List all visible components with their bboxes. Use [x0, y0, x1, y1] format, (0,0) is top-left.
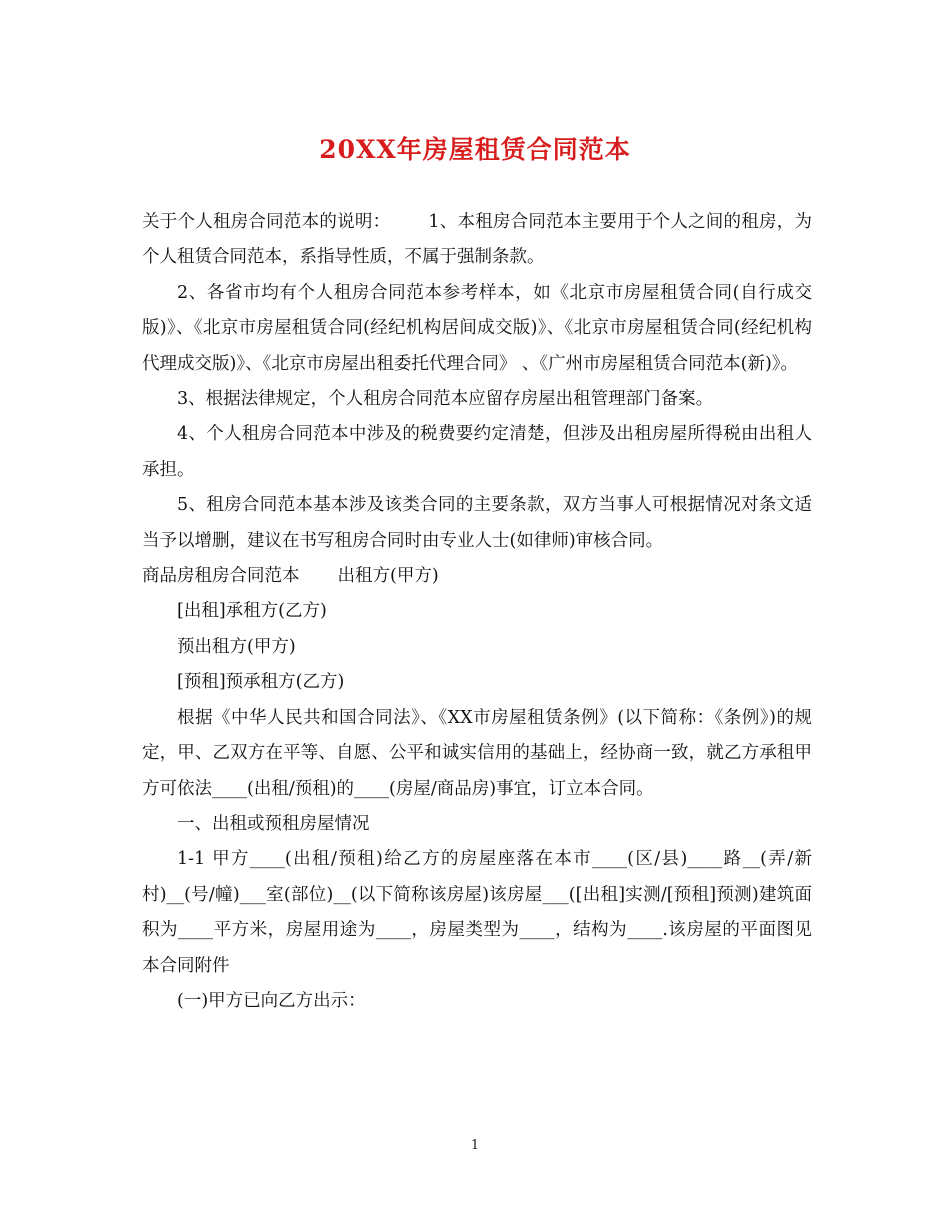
paragraph-item-4: 4、个人租房合同范本中涉及的税费要约定清楚，但涉及出租房屋所得税由出租人承担。	[142, 424, 812, 480]
paragraph-item-3: 3、根据法律规定，个人租房合同范本应留存房屋出租管理部门备案。	[177, 389, 714, 410]
document-body	[142, 205, 812, 1019]
clause-1-1: 1-1 甲方____(出租/预租)给乙方的房屋座落在本市____(区/县)____路__(弄/新村)__(号/幢)___室(部位)__(以下简称该房屋)该房屋___([出租]实测/[预租]预测)建筑面积为____平方米，房屋用途为____，房屋类型为____，结构为____.该房屋的平面图见本合同附件	[142, 849, 812, 976]
party-b-pre: [预租]预承租方(乙方)	[177, 672, 345, 693]
document-title: 20XX年房屋租赁合同范本	[319, 135, 631, 164]
contract-label: 商品房租房合同范本	[142, 566, 300, 587]
paragraph-item-2: 2、各省市均有个人租房合同范本参考样本，如《北京市房屋租赁合同(自行成交版)》、《北京市房屋租赁合同(经纪机构居间成交版)》、《北京市房屋租赁合同(经纪机构代理成交版)》、《北京市房屋出租委托代理合同》 、《广州市房屋租赁合同范本(新)》。	[142, 282, 812, 374]
intro-label: 关于个人租房合同范本的说明：	[142, 212, 391, 232]
party-b: [出租]承租方(乙方)	[177, 601, 327, 622]
contract-parties-line	[142, 559, 812, 594]
paragraph-item-5: 5、租房合同范本基本涉及该类合同的主要条款，双方当事人可根据情况对条文适当予以增删，建议在书写租房合同时由专业人士(如律师)审核合同。	[142, 495, 812, 551]
clause-1-1-a: (一)甲方已向乙方出示：	[177, 990, 366, 1011]
section-1-heading: 一、出租或预租房屋情况	[177, 813, 370, 834]
preamble-paragraph: 根据《中华人民共和国合同法》、《XX市房屋租赁条例》(以下简称：《条例》)的规定，甲、乙双方在平等、自愿、公平和诚实信用的基础上，经协商一致，就乙方承租甲方可依法____(出租/预租)的____(房屋/商品房)事宜，订立本合同。	[142, 707, 812, 799]
intro-item-1: 1、本租房合同范本主要用于个人之间的租房，为个人租赁合同范本，系指导性质，不属于强制条款。	[142, 212, 812, 268]
intro-paragraph	[142, 205, 812, 276]
page-number: 1	[470, 1138, 480, 1153]
party-a-pre: 预出租方(甲方)	[177, 636, 296, 657]
party-a: 出租方(甲方)	[337, 566, 439, 587]
